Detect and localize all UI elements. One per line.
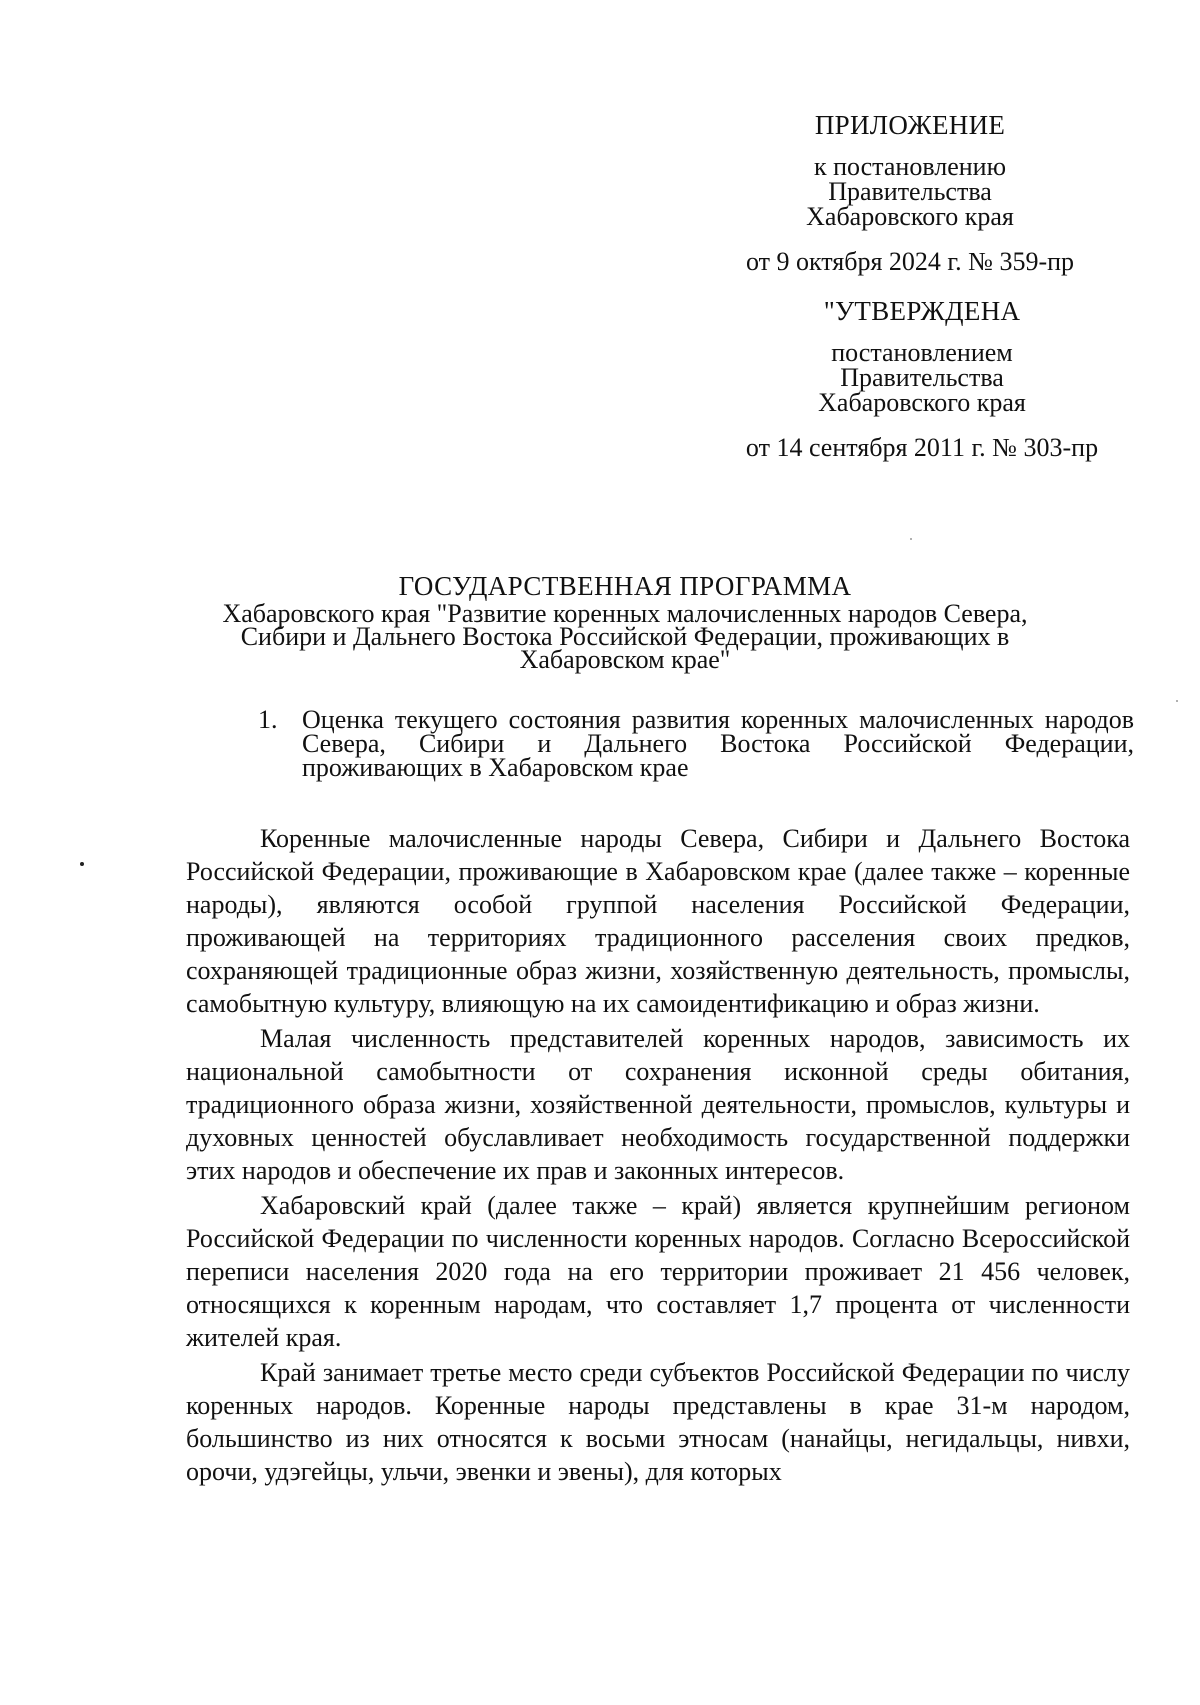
- appendix-line-1: к постановлению: [813, 152, 1007, 181]
- appendix-line-2: Правительства: [828, 177, 992, 206]
- approved-date: от 14 сентября 2011 г. № 303-пр: [745, 433, 1099, 462]
- scan-dot: [80, 862, 84, 866]
- paragraph: Коренные малочисленные народы Севера, Сибири и Дальнего Востока Российской Федерации, проживающие в Хабаровском крае (далее также – коренные народы), являются особой группой населения Российской Федерации, проживающей на территориях традиционного расселения своих предков, сохраняющей традиционные образ жизни, хозяйственную деятельность, промыслы, самобытную культуру, влияющую на их самоидентификацию и образ жизни.: [186, 824, 1130, 1018]
- program-title-block: [160, 571, 1090, 674]
- appendix-block: [700, 110, 1120, 274]
- paragraph: Малая численность представителей коренных народов, зависимость их национальной самобытности от сохранения исконной среды обитания, традиционного образа жизни, хозяйственной деятельности, промыслов, культуры и духовных ценностей обуславливает необходимость государственной поддержки этих народов и обеспечение их прав и законных интересов.: [186, 1024, 1130, 1185]
- section-number: 1.: [258, 705, 278, 734]
- paragraph: Хабаровский край (далее также – край) является крупнейшим регионом Российской Федерации по численности коренных народов. Согласно Всероссийской переписи населения 2020 года на его территории проживает 21 456 человек, относящихся к коренным народам, что составляет 1,7 процента от численности жителей края.: [186, 1191, 1130, 1352]
- section-heading: [258, 705, 1134, 782]
- approved-line-1: постановлением: [831, 338, 1013, 367]
- program-subtitle-line-2: Сибири и Дальнего Востока Российской Федерации, проживающих в: [240, 622, 1010, 651]
- scan-speck: [910, 538, 912, 540]
- approved-block: [712, 296, 1132, 460]
- approved-line-2: Правительства: [840, 363, 1004, 392]
- paragraph: Край занимает третье место среди субъектов Российской Федерации по числу коренных народов. Коренные народы представлены в крае 31-м народом, большинство из них относятся к восьми этносам (нанайцы, негидальцы, нивхи, орочи, удэгейцы, ульчи, эвенки и эвены), для которых: [186, 1358, 1130, 1486]
- scan-speck: [1176, 700, 1178, 702]
- body-text: [186, 822, 1130, 1490]
- section-heading-text: Оценка текущего состояния развития коренных малочисленных народов Севера, Сибири и Дальнего Востока Российской Федерации, проживающих в Хабаровском крае: [302, 705, 1134, 782]
- appendix-date: от 9 октября 2024 г. № 359-пр: [745, 247, 1075, 276]
- appendix-line-3: Хабаровского края: [806, 202, 1014, 231]
- program-subtitle-line-3: Хабаровском крае": [519, 645, 731, 674]
- program-subtitle-line-1: Хабаровского края "Развитие коренных малочисленных народов Севера,: [222, 599, 1028, 628]
- appendix-title: ПРИЛОЖЕНИЕ: [814, 110, 1006, 140]
- program-title: ГОСУДАРСТВЕННАЯ ПРОГРАММА: [398, 571, 852, 601]
- approved-line-3: Хабаровского края: [818, 388, 1026, 417]
- approved-title: "УТВЕРЖДЕНА: [823, 296, 1021, 326]
